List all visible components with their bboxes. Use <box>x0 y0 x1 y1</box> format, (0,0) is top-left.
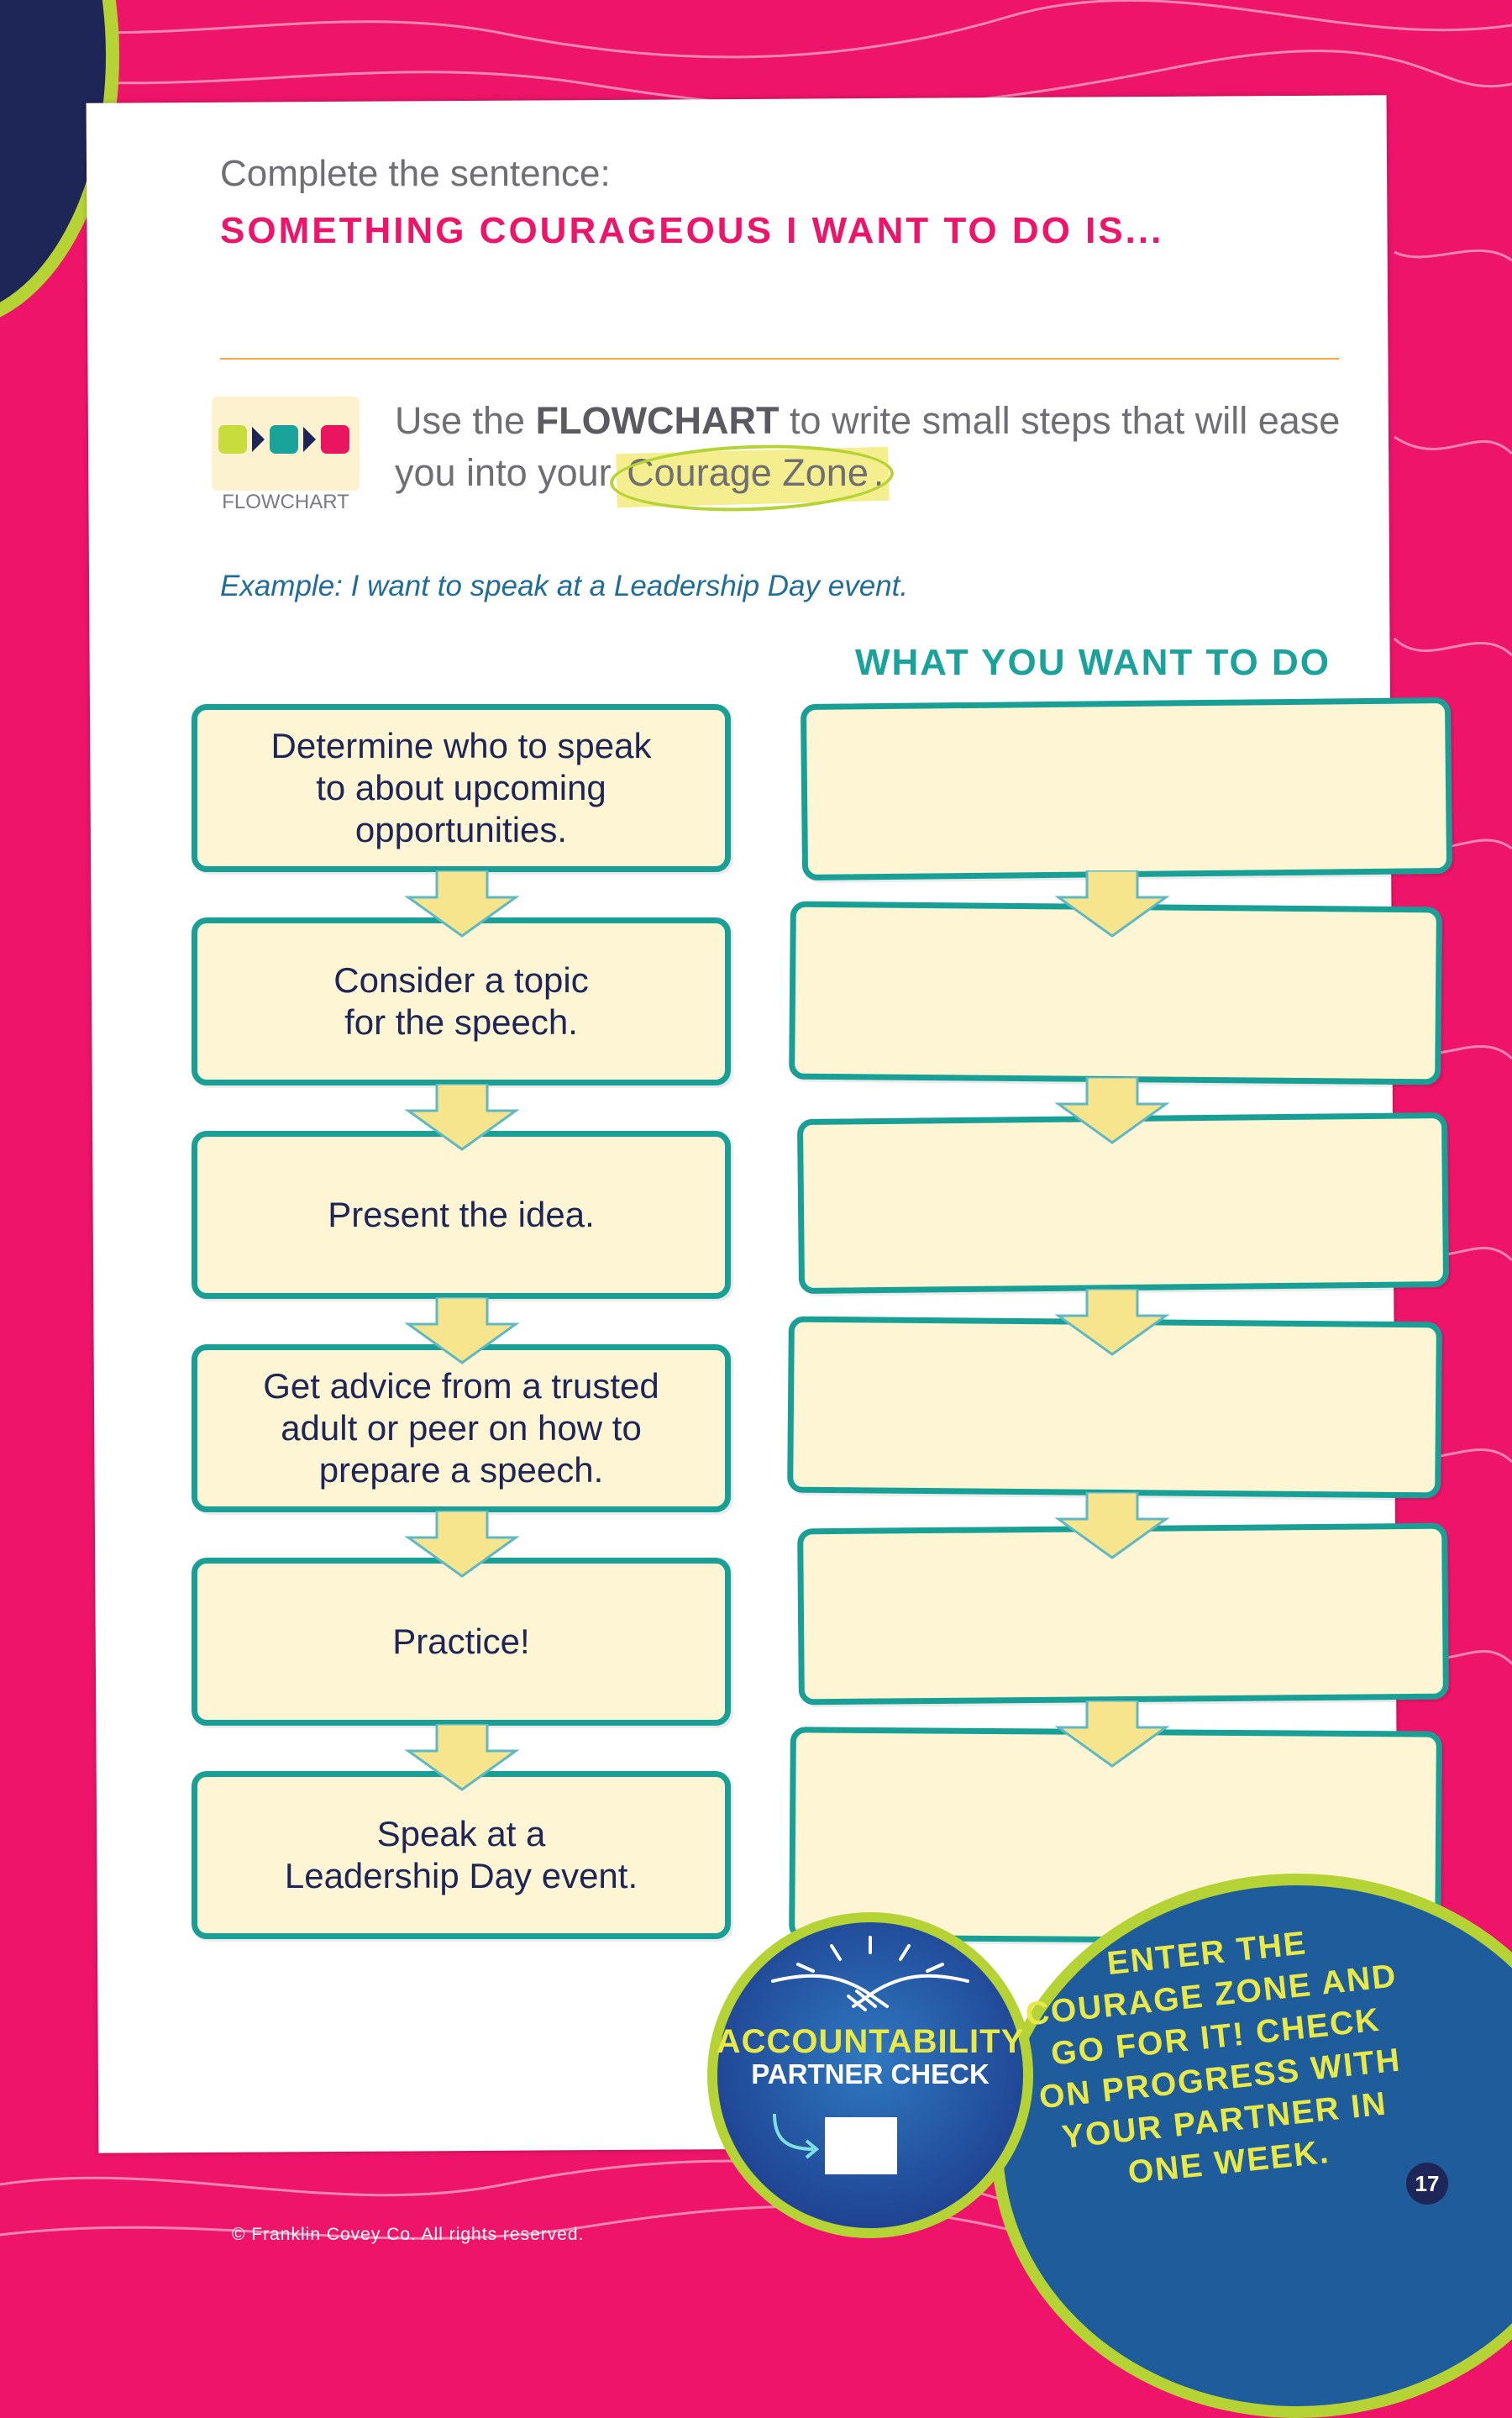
example-step-text: Present the idea. <box>328 1195 595 1234</box>
instruction-middle: to write small steps that will ease you into your <box>395 399 1341 494</box>
headline: SOMETHING COURAGEOUS I WANT TO DO IS... <box>220 210 1164 251</box>
down-arrow-icon <box>403 870 521 938</box>
down-arrow-icon <box>1053 1077 1171 1144</box>
flowchart-square-icon <box>218 425 247 454</box>
down-arrow-icon <box>1053 1700 1171 1768</box>
example-text: Example: I want to speak at a Leadership Day event. <box>220 570 909 602</box>
down-arrow-icon <box>403 1297 521 1364</box>
intro-text: Complete the sentence: <box>220 153 611 194</box>
answer-box[interactable] <box>801 697 1452 880</box>
example-step-text: Get advice from a trusted adult or peer on how to prepare a speech. <box>263 1366 659 1490</box>
badge-title: ACCOUNTABILITY <box>716 2023 1025 2060</box>
example-step-text: Speak at a Leadership Day event. <box>284 1814 638 1895</box>
instruction-text <box>395 395 1344 499</box>
down-arrow-icon <box>403 1084 521 1151</box>
down-arrow-icon <box>1053 870 1171 938</box>
right-column-title: WHAT YOU WANT TO DO <box>855 642 1331 683</box>
page-number: 17 <box>1406 2163 1448 2205</box>
example-step <box>192 1771 731 1939</box>
example-step <box>192 704 731 872</box>
example-step <box>192 1131 731 1299</box>
flowchart-icon <box>212 397 360 491</box>
example-step-text: Determine who to speak to about upcoming opportunities. <box>270 726 652 849</box>
down-arrow-icon <box>403 1511 521 1578</box>
flowchart-square-icon <box>321 425 349 454</box>
checkbox-icon <box>769 2105 912 2181</box>
instruction-prefix: Use the <box>395 399 536 442</box>
handshake-icon <box>739 1929 1001 2021</box>
badge-subtitle: PARTNER CHECK <box>751 2058 990 2089</box>
instruction-suffix: . <box>873 451 885 494</box>
down-arrow-icon <box>1053 1492 1171 1559</box>
example-step-text: Practice! <box>392 1622 530 1661</box>
flowchart-arrow-icon <box>252 427 265 452</box>
flowchart-square-icon <box>270 425 298 454</box>
copyright: © Franklin Covey Co. All rights reserved. <box>232 2225 585 2244</box>
down-arrow-icon <box>403 1724 521 1791</box>
example-step <box>192 1344 731 1512</box>
call-to-action-text: ENTER THE COURAGE ZONE AND GO FOR IT! CHECK ON PROGRESS WITH YOUR PARTNER IN ONE WEEK. <box>1023 1925 1404 2191</box>
answer-line[interactable] <box>220 358 1339 360</box>
flowchart-icon-label: FLOWCHART <box>222 491 349 513</box>
down-arrow-icon <box>1053 1289 1171 1356</box>
example-step-text: Consider a topic for the speech. <box>333 960 589 1042</box>
instruction-bold: FLOWCHART <box>535 399 780 442</box>
courage-zone-highlight: Courage Zone <box>622 447 874 499</box>
flowchart-arrow-icon <box>303 427 316 452</box>
example-step <box>192 917 731 1085</box>
example-step <box>192 1558 731 1726</box>
